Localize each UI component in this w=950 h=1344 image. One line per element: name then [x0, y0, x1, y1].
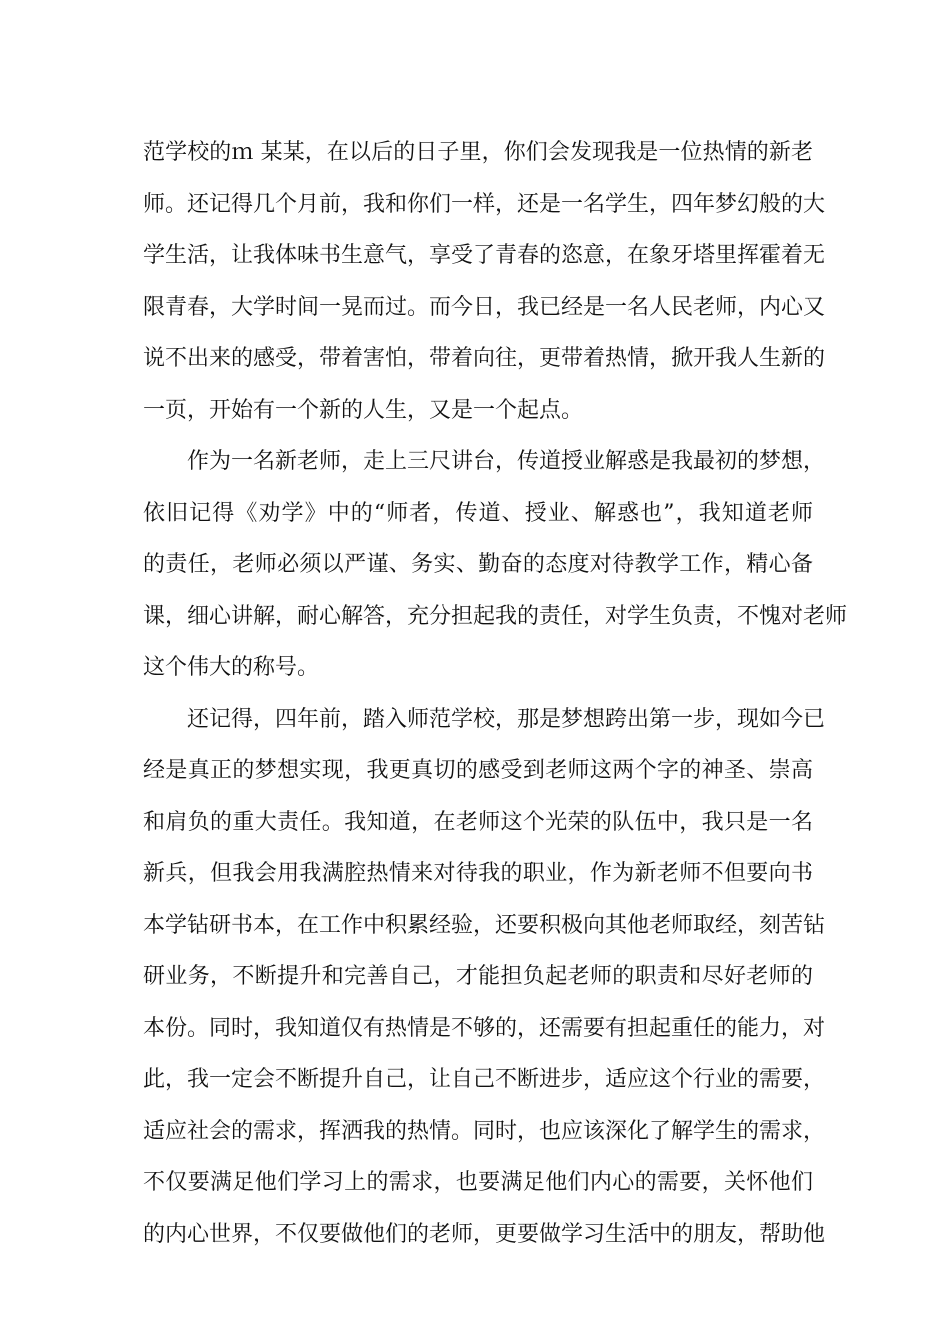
text-line: 本学钻研书本，在工作中积累经验，还要积极向其他老师取经，刻苦钻: [143, 912, 826, 938]
text-line: 范学校的ｍ 某某，在以后的日子里，你们会发现我是一位热情的新老: [143, 140, 813, 165]
text-line: 适应社会的需求，挥洒我的热情。同时，也应该深化了解学生的需求，: [143, 1118, 826, 1144]
text-line: 研业务，不断提升和完善自己，才能担负起老师的职责和尽好老师的: [143, 964, 813, 989]
text-line: 的责任，老师必须以严谨、务实、勤奋的态度对待教学工作，精心备: [143, 552, 813, 577]
text-line: 说不出来的感受，带着害怕，带着向往，更带着热情，掀开我人生新的: [143, 346, 826, 371]
text-line: 一页，开始有一个新的人生，又是一个起点。: [143, 397, 584, 423]
text-line: 经是真正的梦想实现，我更真切的感受到老师这两个字的神圣、崇高: [143, 758, 813, 783]
text-line: 这个伟大的称号。: [143, 655, 320, 680]
body-text: [143, 130, 848, 1263]
text-line: 限青春，大学时间一晃而过。而今日，我已经是一名人民老师，内心又: [143, 294, 826, 320]
text-line: 的内心世界，不仅要做他们的老师，更要做学习生活中的朋友，帮助他: [143, 1221, 826, 1247]
paragraph-first-line: 还记得，四年前，踏入师范学校，那是梦想跨出第一步，现如今已: [187, 706, 826, 732]
text-line: 本份。同时，我知道仅有热情是不够的，还需要有担起重任的能力，对: [143, 1015, 826, 1041]
text-line: 此，我一定会不断提升自己，让自己不断进步，适应这个行业的需要，: [143, 1067, 826, 1092]
text-line: 不仅要满足他们学习上的需求，也要满足他们内心的需要，关怀他们: [143, 1170, 813, 1195]
text-line: 新兵，但我会用我满腔热情来对待我的职业，作为新老师不但要向书: [143, 861, 813, 886]
text-line: 依旧记得《劝学》中的“师者，传道、授业、解惑也”，我知道老师: [143, 500, 813, 526]
paragraph-first-line: 作为一名新老师，走上三尺讲台，传道授业解惑是我最初的梦想，: [187, 449, 826, 474]
text-line: 课，细心讲解，耐心解答，充分担起我的责任，对学生负责，不愧对老师: [143, 603, 848, 629]
text-line: 和肩负的重大责任。我知道，在老师这个光荣的队伍中，我只是一名: [143, 809, 813, 835]
text-line: 师。还记得几个月前，我和你们一样，还是一名学生，四年梦幻般的大: [143, 191, 826, 217]
text-line: 学生活，让我体味书生意气，享受了青春的恣意，在象牙塔里挥霍着无: [143, 243, 826, 268]
